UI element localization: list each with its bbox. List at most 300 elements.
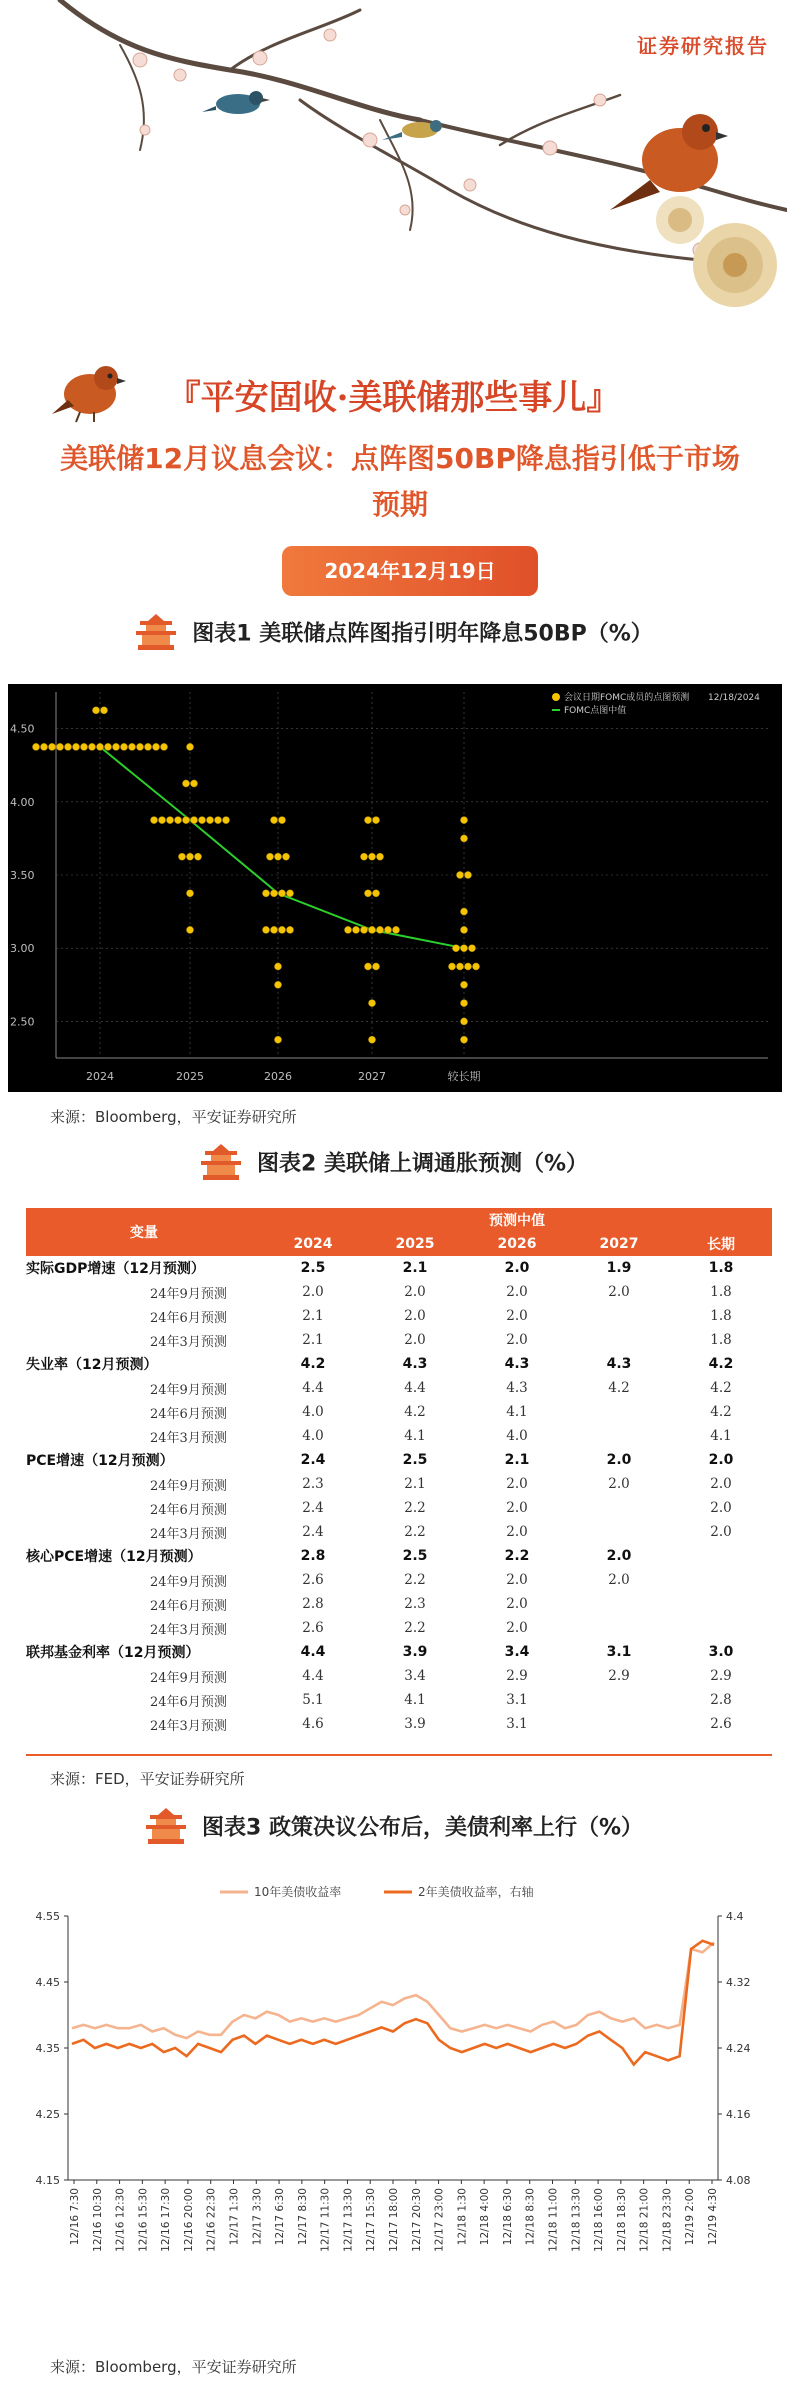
- x-tick-label: 2026: [264, 1070, 292, 1083]
- table-cell: [568, 1616, 670, 1640]
- col-header-variable: 变量: [26, 1208, 262, 1256]
- x-tick-label: 12/17 3:30: [251, 2188, 264, 2246]
- fig1-source: 来源：Bloomberg，平安证券研究所: [50, 1108, 297, 1126]
- page-title: 『平安固收·美联储那些事儿』: [166, 378, 621, 418]
- x-tick-label: 12/18 4:00: [479, 2188, 492, 2246]
- row-label: 24年3月预测: [150, 1430, 227, 1446]
- table-cell: 2.9: [710, 1668, 732, 1684]
- fig3-source: 来源：Bloomberg，平安证券研究所: [50, 2358, 297, 2376]
- dot-point: [460, 1000, 467, 1007]
- legend-item: 10年美债收益率: [254, 1885, 342, 1899]
- table-row-prior-forecast: [26, 1496, 772, 1520]
- table-cell: 2.0: [506, 1476, 528, 1492]
- table-cell: 2.2: [404, 1572, 426, 1588]
- table-cell: 2.9: [506, 1668, 528, 1684]
- table-cell: 4.4: [404, 1380, 426, 1396]
- table-row-variable: [26, 1448, 772, 1472]
- table-row-prior-forecast: [26, 1328, 772, 1352]
- table-cell: 2.0: [404, 1284, 426, 1300]
- table-row-prior-forecast: [26, 1400, 772, 1424]
- table-cell: 2.5: [402, 1452, 428, 1468]
- table-cell: 4.1: [404, 1428, 426, 1444]
- dot-point: [368, 853, 375, 860]
- table-cell: 3.4: [404, 1668, 426, 1684]
- x-tick-label: 12/18 11:00: [547, 2188, 560, 2252]
- table-cell: 2.0: [710, 1476, 732, 1492]
- dot-point: [190, 780, 197, 787]
- table-cell: 4.1: [404, 1692, 426, 1708]
- dot-point: [158, 817, 165, 824]
- legend: [220, 1884, 534, 1899]
- dot-point: [92, 707, 99, 714]
- x-tick-label: 12/17 1:30: [228, 2188, 241, 2246]
- blossom: [400, 205, 410, 215]
- dot-point: [262, 926, 269, 933]
- y-left-tick-label: 4.25: [35, 2108, 60, 2121]
- table-cell: 2.6: [302, 1620, 324, 1636]
- table-cell: 2.0: [710, 1500, 732, 1516]
- x-tick-label: 12/18 13:30: [570, 2188, 583, 2252]
- table-cell: 1.8: [710, 1308, 732, 1324]
- dot-point: [376, 926, 383, 933]
- dot-point: [372, 963, 379, 970]
- dot-point: [460, 981, 467, 988]
- dot-point: [460, 926, 467, 933]
- col-header-year: 2026: [466, 1232, 568, 1256]
- table-cell: 4.1: [506, 1404, 528, 1420]
- table-cell: 3.9: [402, 1644, 428, 1660]
- dot-point: [368, 1000, 375, 1007]
- dot-point: [274, 963, 281, 970]
- table-cell: 2.6: [710, 1716, 732, 1732]
- dot-point: [460, 835, 467, 842]
- row-label: 联邦基金利率（12月预测）: [26, 1645, 200, 1661]
- dot-point: [448, 963, 455, 970]
- table-cell: 1.9: [606, 1260, 632, 1276]
- table-cell: 2.0: [506, 1524, 528, 1540]
- table-row-prior-forecast: [26, 1472, 772, 1496]
- table-cell: 4.1: [710, 1428, 732, 1444]
- blossom: [174, 69, 186, 81]
- table-cell: 4.4: [302, 1668, 324, 1684]
- table-cell: 4.2: [708, 1356, 734, 1372]
- table-cell: 4.0: [302, 1428, 324, 1444]
- table-cell: 4.6: [302, 1716, 324, 1732]
- x-tick-label: 12/16 15:30: [137, 2188, 150, 2252]
- x-tick-label: 12/17 6:30: [274, 2188, 287, 2246]
- col-header-year: 2027: [568, 1232, 670, 1256]
- red-bird-icon: [610, 114, 728, 210]
- legend-dot-icon: [552, 693, 560, 701]
- table-cell: 2.1: [504, 1452, 530, 1468]
- table-row-prior-forecast: [26, 1304, 772, 1328]
- dot-point: [32, 743, 39, 750]
- y-left-tick-label: 4.15: [35, 2174, 60, 2187]
- table-cell: 2.8: [300, 1548, 326, 1564]
- table-cell: 4.0: [506, 1428, 528, 1444]
- dot-point: [182, 817, 189, 824]
- dot-point: [460, 817, 467, 824]
- table-cell: 4.2: [300, 1356, 326, 1372]
- y-left-tick-label: 4.35: [35, 2042, 60, 2055]
- table-cell: 2.0: [302, 1284, 324, 1300]
- dot-point: [178, 853, 185, 860]
- table-cell: [670, 1592, 772, 1616]
- table-cell: 2.4: [302, 1524, 324, 1540]
- table-cell: 4.3: [402, 1356, 428, 1372]
- table-cell: 2.4: [302, 1500, 324, 1516]
- blossom: [543, 141, 557, 155]
- dot-point: [104, 743, 111, 750]
- table-row-variable: [26, 1544, 772, 1568]
- pagoda-icon: [134, 612, 178, 652]
- table-row-prior-forecast: [26, 1568, 772, 1592]
- dot-point: [452, 945, 459, 952]
- blossom: [133, 53, 147, 67]
- x-tick-label: 12/17 11:30: [319, 2188, 332, 2252]
- row-label: 24年3月预测: [150, 1526, 227, 1542]
- table-cell: 2.1: [302, 1308, 324, 1324]
- dot-point: [464, 963, 471, 970]
- dot-point: [392, 926, 399, 933]
- dot-point: [136, 743, 143, 750]
- x-tick-label: 12/17 8:30: [296, 2188, 309, 2246]
- table-cell: [670, 1616, 772, 1640]
- table-row-prior-forecast: [26, 1688, 772, 1712]
- dot-plot-chart: [8, 684, 782, 1092]
- row-label: 24年9月预测: [150, 1382, 227, 1398]
- series-line-10y: [72, 1942, 714, 2038]
- dot-point: [100, 707, 107, 714]
- table-cell: 2.0: [506, 1332, 528, 1348]
- table-cell: [568, 1304, 670, 1328]
- table-cell: 3.9: [404, 1716, 426, 1732]
- table-cell: 4.3: [504, 1356, 530, 1372]
- table-cell: [568, 1712, 670, 1736]
- small-bird-icon: [382, 120, 442, 140]
- x-tick-label: 12/16 22:30: [205, 2188, 218, 2252]
- table-row-prior-forecast: [26, 1616, 772, 1640]
- blossom: [594, 94, 606, 106]
- table-cell: 3.4: [504, 1644, 530, 1660]
- dot-point: [364, 817, 371, 824]
- dot-point: [468, 945, 475, 952]
- dot-point: [460, 945, 467, 952]
- legend-item: FOMC点图中值: [564, 706, 627, 716]
- dot-point: [460, 908, 467, 915]
- table-cell: 2.2: [404, 1620, 426, 1636]
- table-row-variable: [26, 1352, 772, 1376]
- row-label: 24年9月预测: [150, 1286, 227, 1302]
- col-header-year: 长期: [670, 1232, 772, 1256]
- table-cell: 2.0: [506, 1308, 528, 1324]
- table-cell: [568, 1688, 670, 1712]
- dot-point: [96, 743, 103, 750]
- branch: [300, 100, 700, 260]
- dot-point: [274, 981, 281, 988]
- table-cell: 2.3: [404, 1596, 426, 1612]
- dot-point: [270, 817, 277, 824]
- table-cell: 2.0: [506, 1284, 528, 1300]
- row-label: 24年3月预测: [150, 1622, 227, 1638]
- dot-point: [472, 963, 479, 970]
- table-cell: 4.2: [710, 1380, 732, 1396]
- table-cell: 2.0: [606, 1548, 632, 1564]
- fig2-title: 图表2 美联储上调通胀预测（%）: [256, 1151, 588, 1177]
- table-row-prior-forecast: [26, 1520, 772, 1544]
- dot-point: [372, 890, 379, 897]
- table-cell: [568, 1496, 670, 1520]
- x-tick-label: 12/16 20:00: [182, 2188, 195, 2252]
- table-cell: 2.0: [608, 1284, 630, 1300]
- table-cell: 2.0: [506, 1572, 528, 1588]
- legend-item: 会议日期FOMC成员的点图预测: [564, 693, 690, 703]
- dot-point: [286, 926, 293, 933]
- dot-point: [198, 817, 205, 824]
- y-tick-label: 3.50: [10, 869, 35, 882]
- date-badge: 2024年12月19日: [282, 546, 538, 596]
- table-cell: 2.5: [300, 1260, 326, 1276]
- table-cell: 2.2: [404, 1500, 426, 1516]
- table-cell: [670, 1544, 772, 1568]
- row-label: 实际GDP增速（12月预测）: [26, 1261, 205, 1277]
- table-cell: 3.1: [506, 1716, 528, 1732]
- table-cell: 4.2: [404, 1404, 426, 1420]
- table-cell: [568, 1424, 670, 1448]
- legend-item: 2年美债收益率，右轴: [418, 1885, 534, 1899]
- table-cell: 2.9: [608, 1668, 630, 1684]
- fig2-source: 来源：FED，平安证券研究所: [50, 1770, 245, 1788]
- table-cell: 4.2: [710, 1404, 732, 1420]
- table-cell: 2.1: [402, 1260, 428, 1276]
- x-tick-label: 12/16 12:30: [114, 2188, 127, 2252]
- row-label: 24年3月预测: [150, 1718, 227, 1734]
- x-tick-label: 12/16 10:30: [91, 2188, 104, 2252]
- dot-point: [214, 817, 221, 824]
- x-tick-label: 12/19 4:30: [707, 2188, 719, 2246]
- table-row-prior-forecast: [26, 1376, 772, 1400]
- table-cell: 2.2: [504, 1548, 530, 1564]
- x-tick-label: 12/16 17:30: [160, 2188, 173, 2252]
- dot-point: [282, 853, 289, 860]
- col-group-header: 预测中值: [262, 1208, 772, 1232]
- table-cell: 2.1: [404, 1476, 426, 1492]
- dot-point: [278, 817, 285, 824]
- dot-point: [460, 1036, 467, 1043]
- table-cell: 2.0: [506, 1620, 528, 1636]
- dot-point: [286, 890, 293, 897]
- dot-point: [360, 853, 367, 860]
- dot-point: [174, 817, 181, 824]
- table-row-prior-forecast: [26, 1664, 772, 1688]
- table-row-prior-forecast: [26, 1280, 772, 1304]
- x-tick-label: 12/18 1:30: [456, 2188, 469, 2246]
- table-cell: 4.3: [506, 1380, 528, 1396]
- table-cell: 4.2: [608, 1380, 630, 1396]
- dot-point: [144, 743, 151, 750]
- dot-point: [266, 853, 273, 860]
- dot-point: [186, 743, 193, 750]
- dot-point: [182, 780, 189, 787]
- table-cell: 2.0: [606, 1452, 632, 1468]
- blossom: [253, 51, 267, 65]
- dot-point: [372, 817, 379, 824]
- dot-point: [150, 817, 157, 824]
- dot-point: [384, 926, 391, 933]
- table-cell: 2.0: [608, 1572, 630, 1588]
- dot-point: [160, 743, 167, 750]
- table-cell: 4.4: [302, 1380, 324, 1396]
- dot-point: [166, 817, 173, 824]
- y-tick-label: 4.00: [10, 795, 35, 809]
- dot-point: [364, 890, 371, 897]
- x-tick-label: 12/16 7:30: [69, 2188, 81, 2246]
- x-tick-label: 较长期: [447, 1070, 481, 1083]
- dot-point: [376, 853, 383, 860]
- blossom: [363, 133, 377, 147]
- table-cell: [670, 1568, 772, 1592]
- dot-point: [190, 817, 197, 824]
- table-cell: 2.0: [608, 1476, 630, 1492]
- table-cell: 2.4: [300, 1452, 326, 1468]
- x-tick-label: 12/18 8:30: [524, 2188, 537, 2246]
- row-label: 24年6月预测: [150, 1502, 227, 1518]
- fig3-title: 图表3 政策决议公布后，美债利率上行（%）: [201, 1815, 643, 1841]
- table-divider: [26, 1754, 772, 1756]
- row-label: 24年3月预测: [150, 1334, 227, 1350]
- x-tick-label: 12/18 18:30: [615, 2188, 628, 2252]
- row-label: 24年9月预测: [150, 1670, 227, 1686]
- table-cell: 3.1: [606, 1644, 632, 1660]
- pagoda-icon: [199, 1142, 243, 1182]
- dot-point: [274, 1036, 281, 1043]
- y-left-tick-label: 4.45: [35, 1976, 60, 1989]
- table-cell: 3.1: [506, 1692, 528, 1708]
- table-cell: 1.8: [710, 1332, 732, 1348]
- x-tick-label: 12/18 23:30: [661, 2188, 674, 2252]
- dot-point: [206, 817, 213, 824]
- table-cell: 2.6: [302, 1572, 324, 1588]
- table-row-prior-forecast: [26, 1592, 772, 1616]
- y-left-tick-label: 4.55: [35, 1910, 60, 1923]
- table-row-variable: [26, 1640, 772, 1664]
- pagoda-icon: [144, 1806, 188, 1846]
- table-cell: 2.0: [506, 1500, 528, 1516]
- x-tick-label: 12/17 18:00: [388, 2188, 400, 2252]
- peony-flower-icon: [656, 196, 704, 244]
- table-cell: 2.0: [404, 1308, 426, 1324]
- dot-point: [464, 871, 471, 878]
- dot-point: [80, 743, 87, 750]
- x-tick-label: 12/17 15:30: [365, 2188, 378, 2252]
- dot-point: [270, 890, 277, 897]
- col-header-year: 2024: [262, 1232, 364, 1256]
- table-cell: 2.0: [506, 1596, 528, 1612]
- x-tick-label: 2024: [86, 1070, 114, 1083]
- y-tick-label: 3.00: [10, 942, 35, 956]
- table-row-prior-forecast: [26, 1424, 772, 1448]
- table-cell: 2.2: [404, 1524, 426, 1540]
- dot-point: [364, 963, 371, 970]
- dot-point: [40, 743, 47, 750]
- row-label: 24年6月预测: [150, 1310, 227, 1326]
- fig3-heading: [0, 1806, 787, 1846]
- y-tick-label: 2.50: [10, 1015, 35, 1029]
- x-tick-label: 12/17 23:00: [433, 2188, 446, 2252]
- blossom: [324, 29, 336, 41]
- dot-point: [222, 817, 229, 824]
- table-cell: 2.8: [302, 1596, 324, 1612]
- legend-date: 12/18/2024: [708, 693, 760, 703]
- dot-point: [48, 743, 55, 750]
- branch: [420, 120, 787, 210]
- y-right-tick-label: 4.32: [726, 1976, 751, 1989]
- x-tick-label: 12/18 16:00: [593, 2188, 606, 2252]
- table-cell: 2.0: [404, 1332, 426, 1348]
- col-header-year: 2025: [364, 1232, 466, 1256]
- table-cell: [568, 1328, 670, 1352]
- row-label: PCE增速（12月预测）: [26, 1453, 174, 1469]
- dot-point: [270, 926, 277, 933]
- x-tick-label: 12/18 6:30: [501, 2188, 514, 2246]
- blossom: [464, 179, 476, 191]
- dot-point: [360, 926, 367, 933]
- dot-point: [194, 853, 201, 860]
- dot-point: [278, 890, 285, 897]
- row-label: 24年6月预测: [150, 1694, 227, 1710]
- table-cell: 3.0: [708, 1644, 734, 1660]
- table-cell: 2.0: [504, 1260, 530, 1276]
- blossom: [140, 125, 150, 135]
- table-cell: 1.8: [710, 1284, 732, 1300]
- series-line-2y: [72, 1941, 714, 2065]
- row-label: 24年6月预测: [150, 1598, 227, 1614]
- row-label: 失业率（12月预测）: [26, 1357, 158, 1373]
- row-label: 24年9月预测: [150, 1478, 227, 1494]
- table-cell: 4.3: [606, 1356, 632, 1372]
- row-label: 核心PCE增速（12月预测）: [26, 1549, 202, 1565]
- table-cell: 1.8: [708, 1260, 734, 1276]
- x-tick-label: 12/17 13:30: [342, 2188, 355, 2252]
- y-tick-label: 4.50: [10, 722, 35, 736]
- table-cell: 4.0: [302, 1404, 324, 1420]
- table-cell: 2.0: [710, 1524, 732, 1540]
- treasury-yield-chart: [10, 1880, 780, 2340]
- y-right-tick-label: 4.08: [726, 2174, 751, 2187]
- dot-point: [72, 743, 79, 750]
- dot-point: [456, 963, 463, 970]
- dot-point: [368, 926, 375, 933]
- dot-point: [152, 743, 159, 750]
- table-cell: 2.3: [302, 1476, 324, 1492]
- dot-point: [186, 853, 193, 860]
- x-tick-label: 2027: [358, 1070, 386, 1083]
- report-tag: 证券研究报告: [637, 34, 769, 58]
- dot-point: [64, 743, 71, 750]
- table-row-variable: [26, 1256, 772, 1280]
- table-cell: [568, 1400, 670, 1424]
- forecast-table: [26, 1208, 772, 1736]
- fig2-heading: [0, 1142, 787, 1182]
- table-cell: 2.5: [402, 1548, 428, 1564]
- branch: [230, 10, 360, 70]
- dot-point: [88, 743, 95, 750]
- table-cell: [568, 1592, 670, 1616]
- dot-point: [368, 1036, 375, 1043]
- blue-bird-icon: [202, 91, 270, 114]
- dot-point: [278, 926, 285, 933]
- dot-point: [186, 926, 193, 933]
